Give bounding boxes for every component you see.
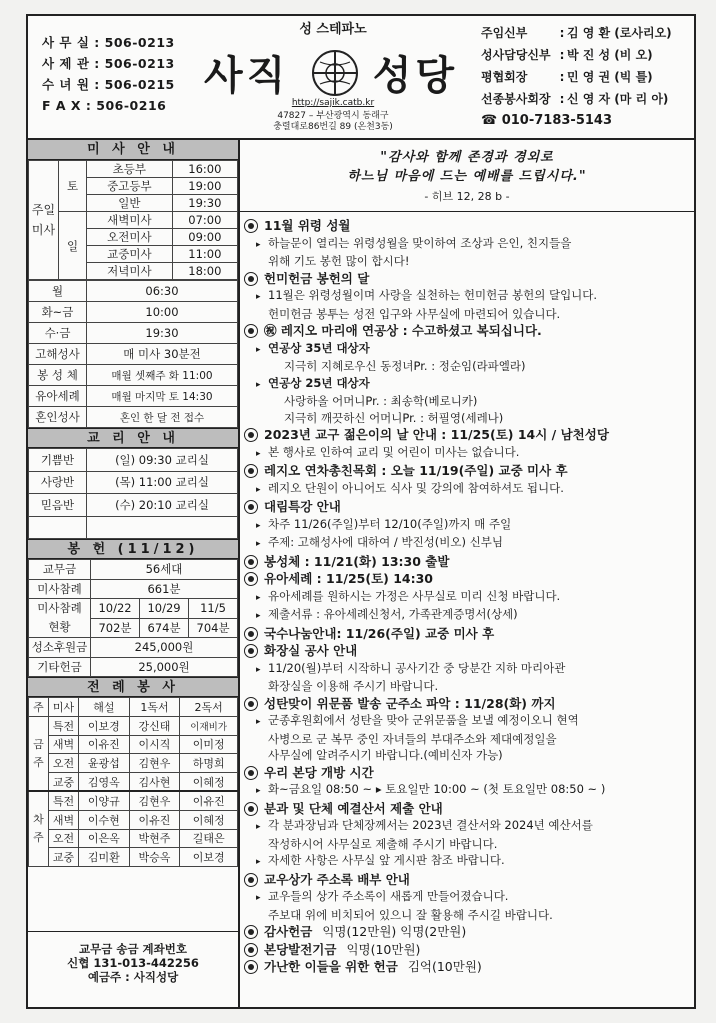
bullet-circle-icon xyxy=(244,766,258,780)
table-row xyxy=(29,773,238,792)
arrow-bullet-icon: ▸ xyxy=(256,379,261,390)
offering-value: 25,000원 xyxy=(91,657,238,677)
news-item xyxy=(244,626,694,643)
bullet-circle-icon xyxy=(244,697,258,711)
offering-name: 성소후원금 xyxy=(29,638,91,658)
contact-list xyxy=(42,32,175,116)
table-row xyxy=(29,735,238,754)
news-item-title xyxy=(244,765,694,782)
news-title-text: 우리 본당 개방 시간 xyxy=(264,764,374,780)
attendance-count: 674분 xyxy=(140,618,189,638)
bullet-circle-icon xyxy=(244,272,258,286)
service-cell: 특전 xyxy=(49,791,79,810)
table-row xyxy=(29,471,238,494)
news-item-title xyxy=(244,643,694,660)
bullet-circle-icon xyxy=(244,555,258,569)
table-row xyxy=(29,494,238,517)
news-line: ▸ 유아세례를 원하시는 가정은 사무실로 미리 신청 바랍니다. xyxy=(244,588,694,607)
service-cell: 박현주 xyxy=(129,829,180,848)
sunday-mass-label: 주일미사 xyxy=(29,161,59,280)
news-extra: 익명(12만원) 익명(2만원) xyxy=(322,924,467,939)
service-cell: 이보경 xyxy=(79,716,130,735)
patron-saint: 성 스테파노 xyxy=(299,22,367,37)
phone-number: ☎ 010-7183-5143 xyxy=(481,113,613,128)
table-row xyxy=(29,323,238,344)
bullet-circle-icon xyxy=(244,627,258,641)
news-item-title xyxy=(244,801,694,818)
attendance-count: 702분 xyxy=(91,618,140,638)
weekday-day: 화~금 xyxy=(29,302,87,323)
parish-logo-icon xyxy=(310,48,360,98)
catechism-title: 교 리 안 내 xyxy=(28,428,238,448)
service-cell: 이미정 xyxy=(180,735,238,754)
staff-row: 평협회장 : 민 영 권 (빅 틀) xyxy=(481,70,653,84)
arrow-bullet-icon: ▸ xyxy=(256,786,261,796)
offering-title: 봉 헌 (11/12) xyxy=(28,539,238,559)
service-title: 전 례 봉 사 xyxy=(28,677,238,697)
news-list xyxy=(240,212,694,976)
service-header: 2독서 xyxy=(180,698,238,717)
mass-time: 07:00 xyxy=(172,212,237,229)
catechism-table xyxy=(28,448,238,539)
parish-name-right: 성당 xyxy=(372,53,458,99)
offering-value: 56세대 xyxy=(91,560,238,580)
service-cell: 윤광섭 xyxy=(79,754,130,773)
service-cell: 김미환 xyxy=(79,848,130,867)
sacrament-info: 혼인 한 달 전 접수 xyxy=(87,407,238,428)
table-row xyxy=(29,638,238,658)
bullet-circle-icon xyxy=(244,324,258,338)
bullet-circle-icon xyxy=(244,644,258,658)
news-line: 지극히 깨끗하신 어머니Pr. : 허필영(세레나) xyxy=(284,410,504,425)
arrow-bullet-icon: ▸ xyxy=(256,520,261,531)
right-column xyxy=(240,140,694,1007)
news-item xyxy=(244,571,694,625)
table-row xyxy=(29,407,238,428)
news-item xyxy=(244,924,694,941)
address-line-1: 47827 – 부산광역시 동래구 xyxy=(277,111,389,121)
arrow-bullet-icon: ▸ xyxy=(256,592,261,603)
news-extra: 김억(10만원) xyxy=(407,959,482,974)
sacrament-name: 혼인성사 xyxy=(29,407,87,428)
offering-table xyxy=(28,559,238,677)
offering-name: 기타헌금 xyxy=(29,657,91,677)
news-line: 작성하시어 사무실로 제출해 주시기 바랍니다. xyxy=(268,836,498,851)
news-item-title xyxy=(244,218,694,235)
news-line: ▸ 레지오 단원이 아니어도 식사 및 강의에 참여하셔도 됩니다. xyxy=(244,480,694,499)
news-line: ▸ 각 분과장님과 단체장께서는 2023년 결산서와 2024년 예산서를 xyxy=(244,817,694,836)
news-title-text: 가난한 이들을 위한 헌금 xyxy=(264,959,398,974)
sacrament-info: 매월 마지막 토 14:30 xyxy=(87,386,238,407)
mass-name: 저녁미사 xyxy=(87,263,173,280)
offering-name: 교무금 xyxy=(29,560,91,580)
attendance-date: 11/5 xyxy=(189,599,238,619)
mass-time: 11:00 xyxy=(172,246,237,263)
service-cell: 이유진 xyxy=(180,791,238,810)
news-title-text: 헌미헌금 봉헌의 달 xyxy=(264,270,370,286)
table-row xyxy=(29,698,238,717)
weekday-table xyxy=(28,280,238,428)
service-header: 미사 xyxy=(49,698,79,717)
news-line: ▸ 차주 11/26(주일)부터 12/10(주일)까지 매 주일 xyxy=(244,516,694,535)
news-line: ▸ 11/20(월)부터 시작하니 공사기간 중 당분간 지하 마리아관 xyxy=(244,660,694,679)
class-info: (수) 20:10 교리실 xyxy=(87,494,238,517)
news-line: ▸ 군종후원회에서 성탄을 맞아 군위문품을 보낼 예정이오니 현역 xyxy=(244,712,694,731)
contact-fax: F A X : 506-0216 xyxy=(42,98,167,113)
weekday-time: 10:00 xyxy=(87,302,238,323)
news-line: 지극히 지혜로우신 동정녀Pr. : 정순임(라파엘라) xyxy=(284,359,526,373)
news-line: ▸ 하늘문이 열리는 위령성월을 맞이하여 조상과 은인, 친지들을 xyxy=(244,235,694,254)
news-item xyxy=(244,554,694,571)
arrow-bullet-icon: ▸ xyxy=(256,239,261,250)
address xyxy=(198,111,468,133)
attendance-count: 704분 xyxy=(189,618,238,638)
staff-list xyxy=(481,22,682,132)
table-row xyxy=(29,560,238,580)
news-item-title xyxy=(244,463,694,480)
news-item xyxy=(244,765,694,800)
contact-convent: 수 녀 원 : 506-0215 xyxy=(42,77,175,92)
service-cell: 새벽 xyxy=(49,810,79,829)
sacrament-info: 매월 셋째주 화 11:00 xyxy=(87,365,238,386)
weekday-time: 06:30 xyxy=(87,281,238,302)
news-item xyxy=(244,643,694,695)
news-title-text: 2023년 교구 젊은이의 날 안내 : 11/25(토) 14시 / 남천성당 xyxy=(264,427,609,442)
saturday-label: 토 xyxy=(59,161,87,212)
news-line: ▸ 연공상 25년 대상자 xyxy=(244,375,694,394)
news-title-text: ㊗ 레지오 마리애 연공상 : 수고하셨고 복되십니다. xyxy=(264,323,542,338)
service-cell: 새벽 xyxy=(49,735,79,754)
mass-time: 19:00 xyxy=(172,178,237,195)
service-cell: 하명희 xyxy=(180,754,238,773)
table-row xyxy=(29,810,238,829)
news-item-title xyxy=(244,499,694,516)
class-info: (목) 11:00 교리실 xyxy=(87,471,238,494)
news-item xyxy=(244,872,694,924)
service-cell: 이혜정 xyxy=(180,773,238,792)
service-cell: 김현우 xyxy=(129,791,180,810)
table-row xyxy=(29,599,238,619)
mass-time: 18:00 xyxy=(172,263,237,280)
address-line-2: 충렬대로86번길 89 (온천3동) xyxy=(273,122,393,132)
header xyxy=(28,16,694,140)
arrow-bullet-icon: ▸ xyxy=(256,664,261,675)
bullet-circle-icon xyxy=(244,960,258,974)
news-item xyxy=(244,271,694,323)
news-title-text: 유아세례 : 11/25(토) 14:30 xyxy=(264,571,433,586)
mass-time: 19:30 xyxy=(172,195,237,212)
parish-name-left: 사직 xyxy=(204,53,290,99)
news-title-text: 11월 위령 성월 xyxy=(264,218,351,233)
arrow-bullet-icon: ▸ xyxy=(256,484,261,495)
news-line: 화장실을 이용해 주시기 바랍니다. xyxy=(268,679,439,693)
service-cell: 이재비가 xyxy=(180,716,238,735)
news-item xyxy=(244,959,694,976)
news-title-text: 성탄맞이 위문품 발송 군주소 파악 : 11/28(화) 까지 xyxy=(264,695,556,711)
news-title-text: 본당발전기금 xyxy=(264,941,337,957)
service-cell: 이혜정 xyxy=(180,810,238,829)
news-title-text: 레지오 연차총친목회 : 오늘 11/19(주일) 교중 미사 후 xyxy=(264,463,568,478)
table-row xyxy=(29,365,238,386)
service-cell: 교중 xyxy=(49,773,79,792)
arrow-bullet-icon: ▸ xyxy=(256,539,261,549)
mass-time: 16:00 xyxy=(172,161,237,178)
news-item-title xyxy=(244,872,694,889)
arrow-bullet-icon: ▸ xyxy=(256,611,261,621)
account-info xyxy=(28,931,238,1007)
news-title-text: 화장실 공사 안내 xyxy=(264,643,358,658)
bullet-circle-icon xyxy=(244,802,258,816)
news-line: 사병으로 군 복무 중인 자녀들의 부대주소와 제대예정일을 xyxy=(268,731,557,746)
quote-line-2: 하느님 마음에 드는 예배를 드립시다." xyxy=(347,169,587,184)
news-line: ▸ 본 행사로 인하여 교리 및 어린이 미사는 없습니다. xyxy=(244,444,694,463)
offering-value: 245,000원 xyxy=(91,638,238,658)
bullet-circle-icon xyxy=(244,219,258,233)
news-line: ▸ 화~금요일 08:50 ~ ▸ 토요일만 10:00 ~ (첫 토요일만 08:50 ~ ) xyxy=(244,781,694,800)
news-item-title xyxy=(244,942,694,959)
news-item-title xyxy=(244,271,694,288)
service-cell: 이은옥 xyxy=(79,829,130,848)
news-line: 헌미헌금 봉투는 성전 입구와 사무실에 마련되어 있습니다. xyxy=(268,306,561,321)
left-column xyxy=(28,140,240,1007)
news-item xyxy=(244,942,694,959)
service-cell: 김현우 xyxy=(129,754,180,773)
staff-row: 선종봉사회장 : 신 영 자 (마 리 아) xyxy=(481,92,669,106)
news-item xyxy=(244,801,694,871)
contact-rectory: 사 제 관 : 506-0213 xyxy=(42,56,175,71)
service-table xyxy=(28,697,238,867)
service-cell: 이시직 xyxy=(129,735,180,754)
service-cell: 이양규 xyxy=(79,791,130,810)
quote-source: - 히브 12, 28 b - xyxy=(424,190,510,203)
sunday-label: 일 xyxy=(59,212,87,280)
service-cell: 이수현 xyxy=(79,810,130,829)
table-row xyxy=(29,516,238,539)
website-link[interactable]: http://sajik.catb.kr xyxy=(291,98,375,108)
news-item-title xyxy=(244,571,694,588)
table-row xyxy=(29,386,238,407)
mass-table xyxy=(28,160,238,280)
attendance-date: 10/22 xyxy=(91,599,140,619)
table-row xyxy=(29,829,238,848)
arrow-bullet-icon: ▸ xyxy=(256,893,261,903)
service-cell: 김사현 xyxy=(129,773,180,792)
week-next-label: 차주 xyxy=(29,791,49,866)
table-row xyxy=(29,281,238,302)
news-line: 위해 기도 봉헌 많이 합시다! xyxy=(268,254,410,268)
bullet-circle-icon xyxy=(244,873,258,887)
offering-value: 661분 xyxy=(91,579,238,599)
service-cell: 이보경 xyxy=(180,848,238,867)
service-cell: 특전 xyxy=(49,716,79,735)
weekday-time: 19:30 xyxy=(87,323,238,344)
service-cell: 이유진 xyxy=(79,735,130,754)
service-cell: 이유진 xyxy=(129,810,180,829)
class-name: 믿음반 xyxy=(29,494,87,517)
arrow-bullet-icon: ▸ xyxy=(256,857,261,867)
service-cell: 오전 xyxy=(49,829,79,848)
service-header: 주 xyxy=(29,698,49,717)
sacrament-info: 매 미사 30분전 xyxy=(87,344,238,365)
news-line: 사무실에 알려주시기 바랍니다.(예비신자 가능) xyxy=(268,748,503,762)
quote-line-1: "감사와 함께 존경과 경외로 xyxy=(380,150,554,165)
weekday-day: 월 xyxy=(29,281,87,302)
contact-office: 사 무 실 : 506-0213 xyxy=(42,35,175,50)
service-cell: 길태은 xyxy=(180,829,238,848)
news-item xyxy=(244,427,694,462)
news-item xyxy=(244,499,694,553)
week-this-label: 금주 xyxy=(29,716,49,791)
news-title-text: 교우상가 주소록 배부 안내 xyxy=(264,871,410,887)
news-extra: 익명(10만원) xyxy=(346,941,421,957)
bulletin-page xyxy=(26,14,696,1009)
bullet-circle-icon xyxy=(244,428,258,442)
table-row xyxy=(29,848,238,867)
news-item xyxy=(244,696,694,764)
service-cell: 김영옥 xyxy=(79,773,130,792)
mass-name: 오전미사 xyxy=(87,229,173,246)
news-title-text: 감사헌금 xyxy=(264,924,313,939)
service-header: 해설 xyxy=(79,698,130,717)
class-name: 기쁨반 xyxy=(29,449,87,472)
mass-name: 초등부 xyxy=(87,161,173,178)
mass-name: 일반 xyxy=(87,195,173,212)
arrow-bullet-icon: ▸ xyxy=(256,292,261,302)
news-item xyxy=(244,323,694,426)
sacrament-name: 고해성사 xyxy=(29,344,87,365)
table-row xyxy=(29,657,238,677)
mass-name: 새벽미사 xyxy=(87,212,173,229)
mass-time: 09:00 xyxy=(172,229,237,246)
news-title-text: 국수나눔안내: 11/26(주일) 교중 미사 후 xyxy=(264,625,495,641)
scripture-quote xyxy=(240,140,694,212)
news-line: ▸ 교우들의 상가 주소록이 새롭게 만들어졌습니다. xyxy=(244,888,694,907)
news-line: 사랑하올 어머니Pr. : 최송학(베로니카) xyxy=(284,394,478,408)
bullet-circle-icon xyxy=(244,572,258,586)
news-line: ▸ 주제: 고해성사에 대하여 / 박진성(비오) 신부님 xyxy=(244,534,694,553)
news-title-text: 대림특강 안내 xyxy=(264,499,341,514)
table-row xyxy=(29,344,238,365)
news-item-title xyxy=(244,554,694,571)
bullet-circle-icon xyxy=(244,464,258,478)
table-row xyxy=(29,302,238,323)
news-title-text: 봉성체 : 11/21(화) 13:30 출발 xyxy=(264,553,450,569)
title-block xyxy=(198,18,468,138)
mass-name: 중고등부 xyxy=(87,178,173,195)
news-line: 주보대 위에 비치되어 있으니 잘 활용해 주시길 바랍니다. xyxy=(268,907,553,922)
staff-row: 주임신부 : 김 영 환 (로사리오) xyxy=(481,26,672,40)
service-header: 1독서 xyxy=(129,698,180,717)
news-line: ▸ 제출서류 : 유아세례신청서, 가족관계증명서(상세) xyxy=(244,606,694,625)
table-row xyxy=(29,716,238,735)
news-item-title xyxy=(244,427,694,444)
staff-row: 성사담당신부 : 박 진 성 (비 오) xyxy=(481,48,653,62)
service-cell: 교중 xyxy=(49,848,79,867)
attendance-date: 10/29 xyxy=(140,599,189,619)
account-number: 신협 131-013-442256 xyxy=(67,956,199,970)
bullet-circle-icon xyxy=(244,925,258,939)
offering-name: 미사참례 xyxy=(29,579,91,599)
arrow-bullet-icon: ▸ xyxy=(256,448,261,459)
news-item xyxy=(244,218,694,270)
table-row xyxy=(29,449,238,472)
sacrament-name: 봉 성 체 xyxy=(29,365,87,386)
table-row xyxy=(29,754,238,773)
table-row xyxy=(29,212,238,229)
arrow-bullet-icon: ▸ xyxy=(256,717,261,727)
weekday-day: 수·금 xyxy=(29,323,87,344)
news-line: ▸ 자세한 사항은 사무실 앞 게시판 참조 바랍니다. xyxy=(244,852,694,871)
service-cell: 강신태 xyxy=(129,716,180,735)
news-line: ▸ 연공상 35년 대상자 xyxy=(244,340,694,359)
attendance-label: 미사참례 현황 xyxy=(29,599,91,638)
service-cell: 박승옥 xyxy=(129,848,180,867)
class-info: (일) 09:30 교리실 xyxy=(87,449,238,472)
class-name: 사랑반 xyxy=(29,471,87,494)
news-item-title xyxy=(244,696,694,713)
mass-title: 미 사 안 내 xyxy=(28,140,238,160)
news-item-title xyxy=(244,924,694,941)
sacrament-name: 유아세례 xyxy=(29,386,87,407)
arrow-bullet-icon: ▸ xyxy=(256,344,261,355)
account-holder: 예금주 : 사직성당 xyxy=(87,970,179,984)
table-row xyxy=(29,161,238,178)
parish-name xyxy=(198,44,468,100)
news-item-title xyxy=(244,959,694,976)
service-cell: 오전 xyxy=(49,754,79,773)
mass-name: 교중미사 xyxy=(87,246,173,263)
table-row xyxy=(29,791,238,810)
bullet-circle-icon xyxy=(244,500,258,514)
account-title: 교무금 송금 계좌번호 xyxy=(79,942,187,956)
news-item xyxy=(244,463,694,498)
bullet-circle-icon xyxy=(244,943,258,957)
table-row xyxy=(29,579,238,599)
arrow-bullet-icon: ▸ xyxy=(256,822,261,832)
news-line: ▸ 11월은 위령성월이며 사랑을 실천하는 헌미헌금 봉헌의 달입니다. xyxy=(244,287,694,306)
news-title-text: 분과 및 단체 예결산서 제출 안내 xyxy=(264,800,443,816)
news-item-title xyxy=(244,323,694,340)
news-item-title xyxy=(244,626,694,643)
